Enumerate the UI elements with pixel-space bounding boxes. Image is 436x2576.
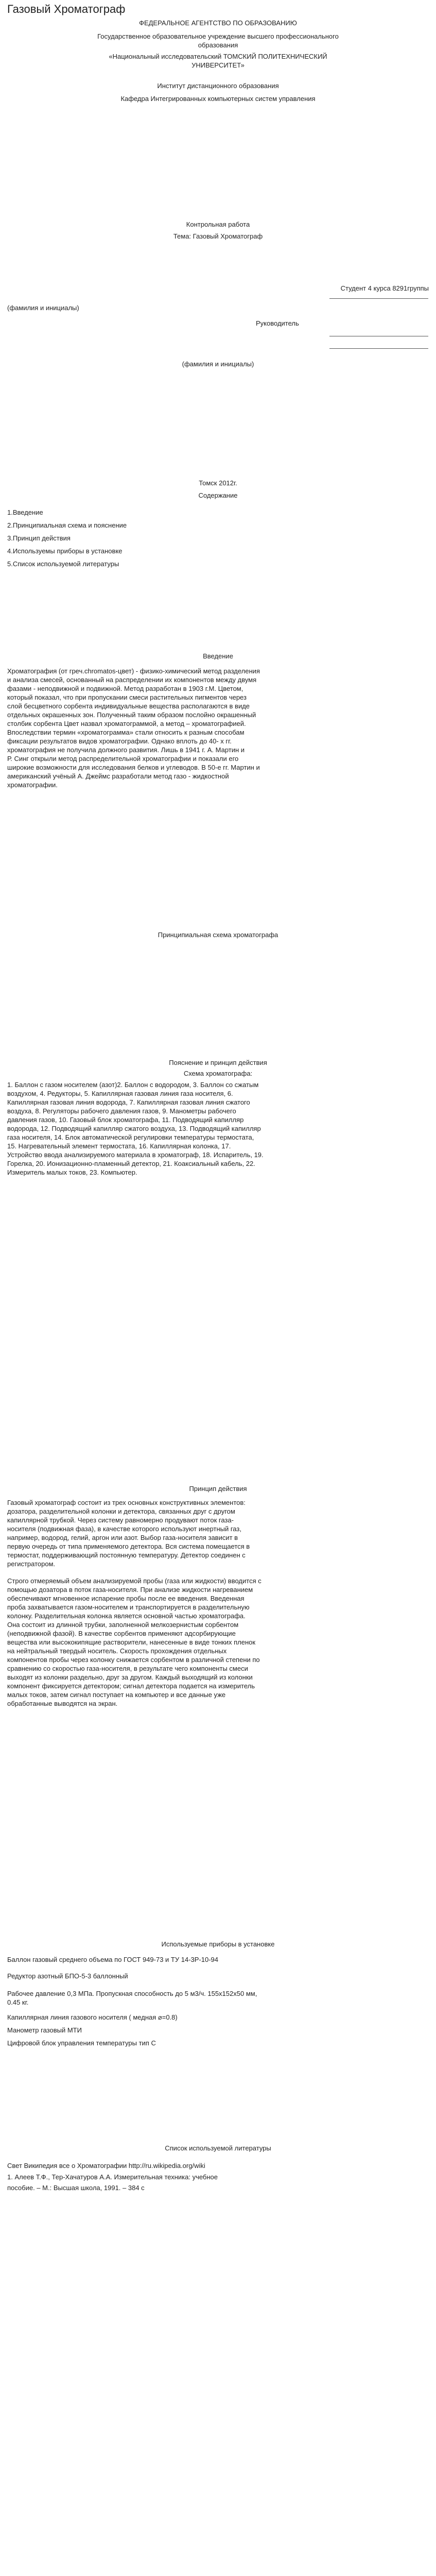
principle-line: проба захватывается газом-носителем и транспортируется в разделительную bbox=[7, 1603, 250, 1611]
intro-line: Хроматография (от греч.chromatos-цвет) - физико-химический метод разделения bbox=[7, 667, 260, 675]
page-title: Газовый Хроматограф bbox=[7, 3, 126, 15]
schema-heading: Принципиальная схема хроматографа bbox=[158, 931, 278, 939]
explanation-line: газа носителя, 14. Блок автоматической регулировки температуры термостата, bbox=[7, 1133, 254, 1141]
principle-paragraph-1 bbox=[7, 1498, 428, 1568]
intro-line: американский учёный А. Джеймс разработали метод газо - жидкостной bbox=[7, 772, 229, 780]
intro-line: фазами - неподвижной и подвижной. Метод разработан в 1903 г.М. Цветом, bbox=[7, 685, 243, 692]
explanation-line: Капиллярная газовая линия водорода, 7. Капиллярная газовая линия сжатого bbox=[7, 1098, 250, 1106]
explanation-line: Устройство ввода анализируемого материала в хроматограф, 18. Испаритель, 19. bbox=[7, 1151, 264, 1159]
agency-line: ФЕДЕРАЛЬНОЕ АГЕНТСТВО ПО ОБРАЗОВАНИЮ bbox=[139, 19, 297, 27]
intro-heading: Введение bbox=[203, 652, 233, 660]
explanation-line: Горелка, 20. Ионизационно-пламенный детектор, 21. Коаксиальный кабель, 22. bbox=[7, 1160, 255, 1167]
principle-line: носителя (подвижная фаза), в качестве которого используют инертный газ, bbox=[7, 1525, 241, 1533]
explanation-line: воздухом, 4. Редукторы, 5. Капиллярная газовая линия газа носителя, 6. bbox=[7, 1090, 233, 1097]
principle-line: компонентов пробы через колонку снижается сорбентом в различной степени по bbox=[7, 1656, 260, 1664]
intro-paragraph bbox=[7, 667, 428, 789]
devices-item: Баллон газовый среднего объема по ГОСТ 949-73 и ТУ 14-3Р-10-94 bbox=[7, 1956, 219, 1963]
principle-heading: Принцип действия bbox=[189, 1485, 247, 1493]
principle-line: компонент фиксируется детектором; сигнал детектора подается на измеритель bbox=[7, 1682, 255, 1690]
devices-item: Цифровой блок управления температуры тип С bbox=[7, 2039, 156, 2047]
student-line: Студент 4 курса 8291группы bbox=[340, 284, 429, 292]
intro-line: хроматографии. bbox=[7, 781, 58, 789]
toc-item-devices: 4.Используемы приборы в установке bbox=[7, 547, 123, 555]
toc-item-principle: 3.Принцип действия bbox=[7, 534, 71, 542]
intro-line: Р. Синг открыли метод распределительной хроматографии и показали его bbox=[7, 755, 239, 762]
principle-line: малых токов, затем сигнал поступает на компьютер и все данные уже bbox=[7, 1691, 226, 1699]
intro-line: отдельных окрашенных зон. Полученный таким образом послойно окрашенный bbox=[7, 711, 256, 719]
work-type-line: Контрольная работа bbox=[186, 221, 250, 228]
devices-item: Капиллярная линия газового носителя ( медная ⌀=0.8) bbox=[7, 2013, 178, 2021]
explanation-line: давления газов, 10. Газовый блок хроматографа, 11. Подводящий капилляр bbox=[7, 1116, 244, 1124]
toc-item-literature: 5.Список используемой литературы bbox=[7, 560, 119, 568]
supervisor-rule-2 bbox=[329, 348, 428, 349]
intro-line: Впоследствии термин «хроматограмма» стали относить к разным способам bbox=[7, 728, 245, 736]
student-signature-rule bbox=[329, 298, 428, 299]
principle-line: регистратором. bbox=[7, 1560, 56, 1568]
supervisor-name-hint: (фамилия и инициалы) bbox=[182, 360, 254, 368]
principle-line: первую очередь от типа применяемого детектора. Вся система помещается в bbox=[7, 1543, 250, 1550]
devices-item: Редуктор азотный БПО-5-3 баллонный bbox=[7, 1972, 128, 1980]
devices-item: Рабочее давление 0,3 МПа. Пропускная способность до 5 м3/ч. 155х152х50 мм, bbox=[7, 1990, 257, 1997]
city-year-line: Томск 2012г. bbox=[199, 479, 237, 487]
principle-line: обработанные выводятся на экран. bbox=[7, 1700, 118, 1707]
explanation-line: 1. Баллон с газом носителем (азот)2. Баллон с водородом, 3. Баллон со сжатым bbox=[7, 1081, 259, 1089]
institution-line-2: образования bbox=[198, 41, 238, 49]
explanation-subheading: Схема хроматографа: bbox=[183, 1070, 253, 1077]
principle-line: на нейтральный твердый носитель. Скорость прохождения отдельных bbox=[7, 1647, 227, 1655]
institution-line-1: Государственное образовательное учреждение высшего профессионального bbox=[97, 32, 339, 40]
student-name-hint: (фамилия и инициалы) bbox=[7, 304, 79, 312]
toc-item-introduction: 1.Введение bbox=[7, 509, 43, 516]
principle-line: дозатора, разделительной колонки и детектора, связанных друг с другом bbox=[7, 1507, 235, 1515]
principle-line: Она состоит из длинной трубки, заполненной мелкозернистым сорбентом bbox=[7, 1621, 239, 1629]
principle-line: Строго отмеряемый объем анализируемой пробы (газа или жидкости) вводится с bbox=[7, 1577, 261, 1585]
intro-line: слой бесцветного сорбента индивидуальные вещества располагаются в виде bbox=[7, 702, 250, 710]
principle-line: Газовый хроматограф состоит из трех основных конструктивных элементов: bbox=[7, 1499, 246, 1506]
intro-line: широкие возможности для исследования белков и углеводов. В 50-е гг. Мартин и bbox=[7, 764, 260, 771]
literature-line: Свет Википедия все о Хроматографии http://ru.wikipedia.org/wiki bbox=[7, 2162, 205, 2170]
principle-line: сравнению со скоростью газа-носителя, в результате чего компоненты смеси bbox=[7, 1665, 248, 1672]
principle-paragraph-2 bbox=[7, 1577, 428, 1708]
principle-line: например, водород, гелий, аргон или азот. Выбор газа-носителя зависит в bbox=[7, 1534, 238, 1541]
university-line-1: «Национальный исследовательский ТОМСКИЙ ПОЛИТЕХНИЧЕСКИЙ bbox=[109, 53, 327, 60]
topic-line: Тема: Газовый Хроматограф bbox=[173, 232, 263, 240]
literature-heading: Список используемой литературы bbox=[165, 2144, 271, 2152]
intro-line: столбик сорбента Цвет назвал хроматограммой, а метод – хроматографией. bbox=[7, 720, 246, 727]
principle-line: вещества или высококипящие растворители, нанесенные в виде тонких пленок bbox=[7, 1638, 256, 1646]
university-line-2: УНИВЕРСИТЕТ» bbox=[191, 61, 245, 69]
explanation-heading: Пояснение и принцип действия bbox=[169, 1059, 267, 1066]
principle-line: обеспечивают мгновенное испарение пробы после ее введения. Введенная bbox=[7, 1595, 245, 1602]
devices-heading: Используемые приборы в установке bbox=[161, 1940, 275, 1948]
intro-line: и анализа смесей, основанный на распределении их компонентов между двумя bbox=[7, 676, 257, 684]
toc-heading: Содержание bbox=[198, 492, 238, 499]
institute-line: Институт дистанционного образования bbox=[157, 82, 279, 90]
supervisor-line: Руководитель bbox=[256, 319, 299, 327]
literature-line: 1. Алеев Т.Ф., Тер-Хачатуров А.А. Измерительная техника: учебное bbox=[7, 2173, 218, 2181]
principle-line: (неподвижной фазой). В качестве сорбентов применяют адсорбирующие bbox=[7, 1630, 236, 1637]
principle-line: термостат, поддерживающий постоянную температуру. Детектор соединен с bbox=[7, 1551, 246, 1559]
principle-line: выходят из колонки раздельно, друг за другом. Каждый выходящий из колонки bbox=[7, 1673, 253, 1681]
principle-line: колонку. Разделительная колонка является основной частью хроматографа. bbox=[7, 1612, 246, 1620]
principle-line: капиллярной трубкой. Через систему равномерно продувают поток газа- bbox=[7, 1516, 234, 1524]
explanation-paragraph bbox=[7, 1080, 428, 1177]
explanation-line: Измеритель малых токов, 23. Компьютер. bbox=[7, 1168, 137, 1176]
principle-line: помощью дозатора в поток газа-носителя. При анализе жидкости нагреванием bbox=[7, 1586, 253, 1594]
department-line: Кафедра Интегрированных компьютерных систем управления bbox=[120, 95, 316, 103]
devices-item: Манометр газовый МТИ bbox=[7, 2026, 82, 2034]
intro-line: фиксации результатов видов хроматографии. Однако вплоть до 40- х гг. bbox=[7, 737, 232, 745]
literature-line: пособие. – М.: Высшая школа, 1991. – 384 с bbox=[7, 2184, 145, 2192]
intro-line: который показал, что при пропускании смеси растительных пигментов через bbox=[7, 693, 247, 701]
explanation-line: 15. Нагревательный элемент термостата, 16. Капиллярная колонка, 17. bbox=[7, 1142, 231, 1150]
devices-item: 0.45 кг. bbox=[7, 1998, 29, 2006]
explanation-line: воздуха, 8. Регуляторы рабочего давления газов, 9. Манометры рабочего bbox=[7, 1107, 236, 1115]
intro-line: хроматография не получила должного развития. Лишь в 1941 г. А. Мартин и bbox=[7, 746, 245, 754]
toc-item-schema: 2.Принципиальная схема и пояснение bbox=[7, 521, 127, 529]
explanation-line: водорода, 12. Подводящий капилляр сжатого воздуха, 13. Подводящий капилляр bbox=[7, 1125, 261, 1132]
